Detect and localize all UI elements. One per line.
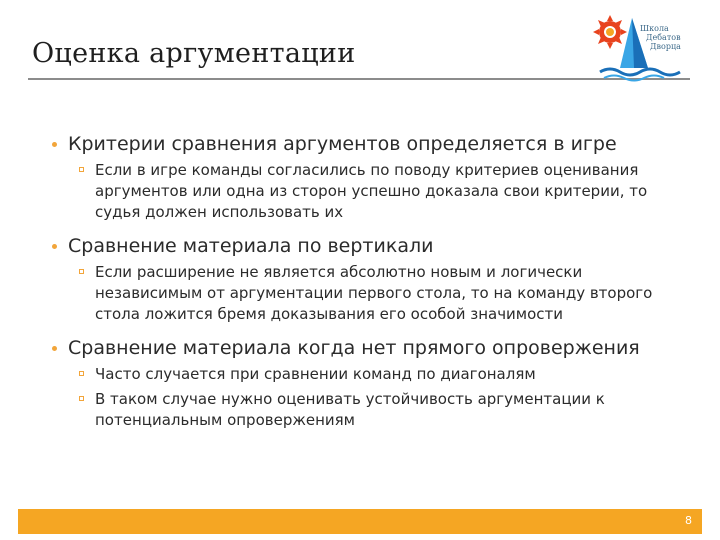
sub-bullet-text: Часто случается при сравнении команд по диагоналям <box>95 365 536 383</box>
sub-bullet-square-icon <box>79 167 84 172</box>
sub-bullet-square-icon <box>79 371 84 376</box>
logo-line: Школа <box>640 24 669 33</box>
sub-bullet-item <box>52 160 682 223</box>
sub-bullet-text: Если расширение не является абсолютно новым и логически независимым от аргументации первого стола, то на команду второго стола ложится бремя доказывания его особой значимости <box>95 263 653 323</box>
sub-bullet-item <box>52 389 682 431</box>
bullet-dot-icon <box>52 244 57 249</box>
page-number: 8 <box>685 514 692 527</box>
slide-title: Оценка аргументации <box>32 38 356 69</box>
bullet-item <box>52 132 682 156</box>
bullet-list <box>52 132 682 442</box>
logo-line: Дебатов <box>646 33 681 42</box>
bullet-item <box>52 234 682 258</box>
logo-line: Дворца <box>650 42 681 51</box>
bullet-dot-icon <box>52 142 57 147</box>
logo-caption <box>640 24 692 51</box>
sub-bullet-square-icon <box>79 269 84 274</box>
sub-bullet-square-icon <box>79 396 84 401</box>
footer-bar <box>18 509 702 534</box>
bullet-group <box>52 132 682 223</box>
bullet-dot-icon <box>52 346 57 351</box>
sub-bullet-item <box>52 364 682 385</box>
bullet-text: Критерии сравнения аргументов определяется в игре <box>68 133 617 155</box>
bullet-text: Сравнение материала когда нет прямого опровержения <box>68 337 640 359</box>
bullet-group <box>52 336 682 431</box>
sub-bullet-item <box>52 262 682 325</box>
sub-bullet-text: В таком случае нужно оценивать устойчивость аргументации к потенциальным опровержениям <box>95 390 605 429</box>
bullet-text: Сравнение материала по вертикали <box>68 235 434 257</box>
sub-bullet-text: Если в игре команды согласились по поводу критериев оценивания аргументов или одна из сторон успешно доказала свои критерии, то судья должен использовать их <box>95 161 648 221</box>
bullet-item <box>52 336 682 360</box>
bullet-group <box>52 234 682 325</box>
